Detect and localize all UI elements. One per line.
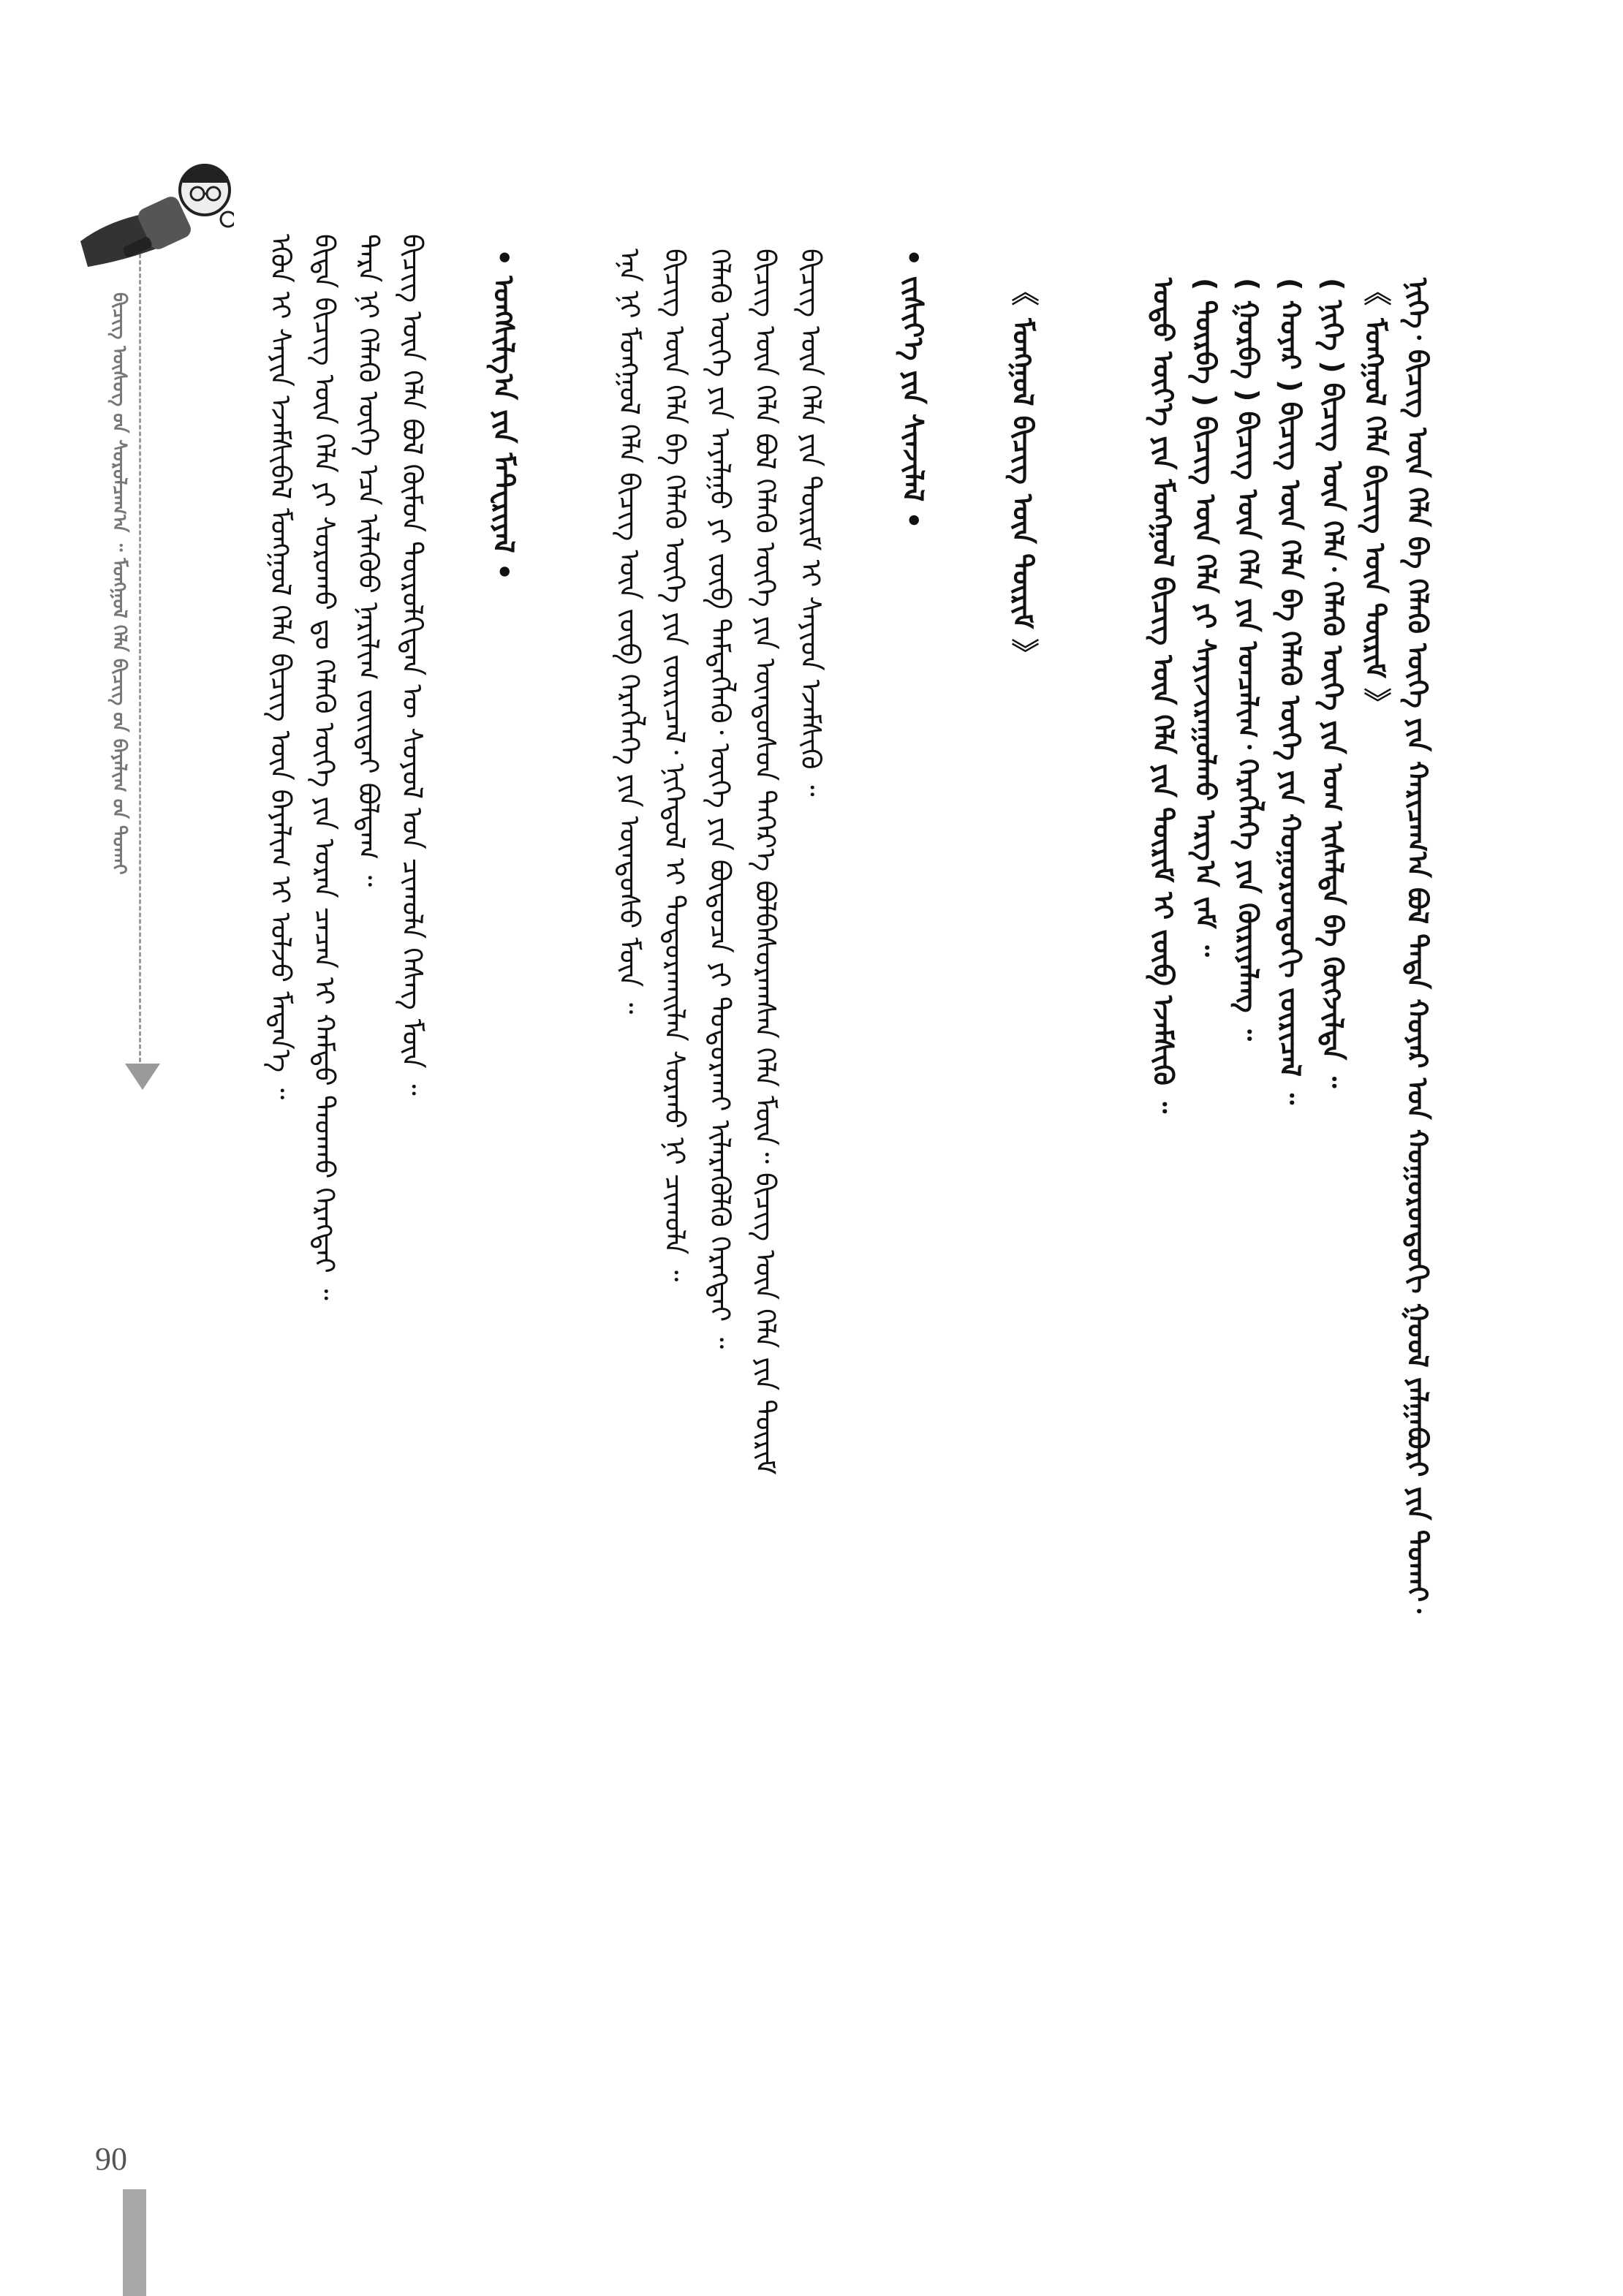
text-column-8: 《 ᠮᠣᠩᠭᠣᠯ ᠪᠢᠴᠢᠭ᠌ ᠦᠨ ᠳᠦᠷᠢᠮ 》 (1007, 278, 1039, 668)
running-header: ᠪᠢᠴᠢᠭ᠌ ᠦᠰᠦᠭ ᠤ᠋ᠨ ᠰᠤᠷᠤᠯᠴᠠᠭ᠎ᠠ ᠃ ᠮᠣᠩᠭᠣᠯ ᠬᠡᠯᠡ ᠪᠢᠴᠢᠭ᠌ ᠤ᠋ᠨ ᠪᠠᠶᠠᠯᠢᠭ ᠤ᠋ᠨ ᠲᠤᠬᠠᠢ (108, 292, 130, 875)
text-column-1: ᠨᠢᠭᠡ᠂ ᠪᠢᠴᠢᠭ᠌ ᠦᠨ ᠬᠡᠯᠡ ᠪᠠ ᠬᠡᠯᠡᠬᠦ ᠦᠭᠡ ᠶᠢᠨ ᠬᠠᠷᠢᠴᠠᠭ᠎ᠠ ᠪᠣᠯ ᠲᠡᠳᠡ ᠬᠣᠶᠠᠷ ᠤᠨ ᠬᠣᠭᠣᠷᠣᠨᠳᠣᠬᠢ ᠭᠣᠣᠯ ᠶᠠᠯᠭᠠᠪᠤᠷᠢ ᠶᠢᠨ ᠲᠤᠬᠠᠢ᠂ (1401, 278, 1434, 1613)
superhero-child-mascot-icon (66, 132, 234, 278)
page-side-tab (123, 2189, 146, 2296)
section-heading-2: • ᠤᠩᠰᠢᠯᠭ᠎ᠠ ᠶᠢᠨ ᠮᠠᠲ᠋ᠸᠷᠢᠶᠠᠯ • (488, 249, 520, 581)
text-column-2: 《 ᠮᠣᠩᠭᠣᠯ ᠬᠡᠯᠡ ᠪᠢᠴᠢᠭ᠌ ᠦᠨ ᠳᠦᠷᠢᠮ 》 (1359, 278, 1391, 717)
text-column-9: ᠪᠢᠴᠢᠭ᠌ ᠦᠨ ᠬᠡᠯᠡ ᠶᠢᠨ ᠳᠦᠷᠢᠮ ᠢ ᠰᠠᠶᠢᠳ ᠡᠵᠡᠮᠰᠢᠬᠦ ᠃ (795, 249, 827, 797)
text-column-10: ᠪᠢᠴᠢᠭ᠌ ᠦᠨ ᠬᠡᠯᠡ ᠪᠣᠯ ᠬᠡᠯᠡᠬᠦ ᠦᠭᠡ ᠶᠢᠨ ᠦᠨᠳᠦᠰᠦᠨ ᠳᠡᠭᠡᠷ᠎ᠡ ᠪᠣᠯᠪᠠᠰᠤᠷᠠᠭᠰᠠᠨ ᠬᠡᠯᠡ ᠮᠥᠨ᠃ ᠪᠢᠴᠢᠭ᠌ ᠦᠨ ᠬᠡᠯᠡ ᠶᠢᠨ ᠳᠦᠷᠢᠮ (749, 249, 782, 1475)
text-column-11: ᠬᠡᠯᠡᠬᠦ ᠦᠭᠡ ᠶᠢᠨ ᠠᠶᠠᠯᠭᠤ ᠶᠢ ᠵᠥᠪ ᠲᠡᠮᠳᠡᠭᠯᠡᠬᠦ᠂ ᠦᠭᠡ ᠶᠢᠨ ᠪᠦᠲᠦᠴᠡ ᠶᠢ ᠲᠣᠳᠤᠷᠬᠠᠢ ᠢᠯᠡᠷᠡᠭᠦᠯᠬᠦ ᠬᠡᠷᠡᠭᠲᠡᠢ ᠃ (704, 249, 736, 1349)
text-column-15: ᠲᠡᠷᠡ ᠨᠢ ᠬᠡᠯᠡᠬᠦ ᠦᠭᠡ ᠡᠴᠡ ᠢᠯᠡᠭᠦᠦ ᠨᠠᠷᠢᠯᠢᠭ ᠵᠦᠢᠲᠡᠢ ᠪᠣᠯᠳᠠᠭ ᠃ (352, 234, 385, 887)
text-column-14: ᠪᠢᠴᠢᠭ᠌ ᠦᠨ ᠬᠡᠯᠡ ᠪᠣᠯ ᠬᠦᠮᠦᠨ ᠲᠥᠷᠦᠯᠬᠢᠲᠡᠨ ᠦ ᠰᠣᠶᠣᠯ ᠤᠨ ᠴᠢᠬᠤᠯᠠ ᠬᠡᠰᠡᠭ ᠮᠥᠨ ᠃ (396, 234, 428, 1096)
text-column-4: ( ᠬᠣᠶᠠᠷ ) ᠪᠢᠴᠢᠭ᠌ ᠦᠨ ᠬᠡᠯᠡ ᠪᠠ ᠬᠡᠯᠡᠬᠦ ᠦᠭᠡ ᠶᠢᠨ ᠬᠣᠭᠣᠷᠣᠨᠳᠣᠬᠢ ᠵᠥᠷᠢᠴᠡᠯ ᠃ (1274, 278, 1306, 1105)
text-column-5: ( ᠭᠤᠷᠪᠠ ) ᠪᠢᠴᠢᠭ᠌ ᠦᠨ ᠬᠡᠯᠡ ᠶᠢᠨ ᠣᠨᠴᠠᠯᠢᠭ᠂ ᠬᠡᠷᠡᠭᠯᠡᠭᠡ ᠶᠢᠨ ᠬᠦᠷᠢᠶᠡᠯᠡᠩ ᠃ (1232, 278, 1264, 1041)
text-column-3: ( ᠨᠢᠭᠡ ) ᠪᠢᠴᠢᠭ᠌ ᠦᠨ ᠬᠡᠯᠡ᠂ ᠬᠡᠯᠡᠬᠦ ᠦᠭᠡ ᠶᠢᠨ ᠤᠭ ᠢᠰᠡᠯᠲᠡ ᠪᠠ ᠬᠥᠭᠵᠢᠯᠲᠡ ᠃ (1317, 278, 1349, 1088)
page-number: 90 (95, 2141, 127, 2177)
text-column-6: ( ᠳᠥᠷᠪᠡ ) ᠪᠢᠴᠢᠭ᠌ ᠦᠨ ᠬᠡᠯᠡ ᠶᠢ ᠰᠠᠶᠢᠵᠢᠷᠠᠭᠤᠯᠬᠤ ᠠᠷᠭ᠎ᠠ ᠵᠠᠮ ᠃ (1189, 278, 1222, 957)
text-column-13: ᠡᠨᠡ ᠨᠢ ᠮᠣᠩᠭᠣᠯ ᠬᠡᠯᠡ ᠪᠢᠴᠢᠭ᠌ ᠦᠨ ᠵᠥᠪ ᠬᠡᠷᠡᠭᠯᠡᠭᠡ ᠶᠢᠨ ᠦᠨᠳᠦᠰᠦ ᠮᠥᠨ ᠃ (613, 249, 646, 1015)
text-column-7: ᠣᠳᠣ ᠦᠶ᠎ᠡ ᠶᠢᠨ ᠮᠣᠩᠭᠣᠯ ᠪᠢᠴᠢᠭ᠌ ᠦᠨ ᠬᠡᠯᠡ ᠶᠢᠨ ᠳᠦᠷᠢᠮ ᠢ ᠵᠥᠪ ᠡᠵᠡᠮᠰᠢᠬᠦ ᠃ (1147, 278, 1179, 1114)
text-column-17: ᠡᠭᠦᠨ ᠢ ᠰᠠᠶᠢᠨ ᠡᠵᠡᠮᠰᠢᠪᠡᠯ ᠮᠣᠩᠭᠣᠯ ᠬᠡᠯᠡ ᠪᠢᠴᠢᠭ᠌ ᠦᠨ ᠪᠠᠶᠠᠯᠢᠭ ᠢ ᠣᠯᠵᠤ ᠮᠡᠳᠡᠨ᠎ᠡ ᠃ (265, 234, 297, 1100)
text-column-12: ᠪᠢᠴᠢᠭ᠌ ᠦᠨ ᠬᠡᠯᠡ ᠪᠠ ᠬᠡᠯᠡᠬᠦ ᠦᠭᠡ ᠶᠢᠨ ᠵᠥᠷᠢᠴᠡᠯ᠂ ᠨᠢᠭᠡᠳᠦᠯ ᠢ ᠲᠣᠳᠤᠷᠬᠠᠢᠯᠠᠨ ᠰᠤᠷᠬᠤ ᠨᠢ ᠴᠢᠬᠤᠯᠠ ᠃ (659, 249, 691, 1282)
header-arrow-icon (125, 1064, 160, 1090)
text-column-16: ᠪᠢᠳᠡ ᠪᠢᠴᠢᠭ᠌ ᠦᠨ ᠬᠡᠯᠡ ᠶᠢ ᠰᠤᠷᠤᠬᠤ ᠳᠤ ᠬᠡᠯᠡᠬᠦ ᠦᠭᠡ ᠶᠢᠨ ᠤᠷᠠᠨ ᠴᠡᠴᠡᠨ ᠢ ᠬᠠᠮᠲᠤ ᠳᠠᠳᠬᠤ ᠬᠡᠷᠡᠭᠲᠡᠢ ᠃ (309, 234, 341, 1300)
header-dashed-rule (139, 234, 141, 1082)
section-heading-1: • ᠵᠢᠱᠢᠶ᠎ᠡ ᠶᠢᠨ ᠰᠢᠨᠵᠢᠯᠡᠯ • (897, 249, 929, 529)
